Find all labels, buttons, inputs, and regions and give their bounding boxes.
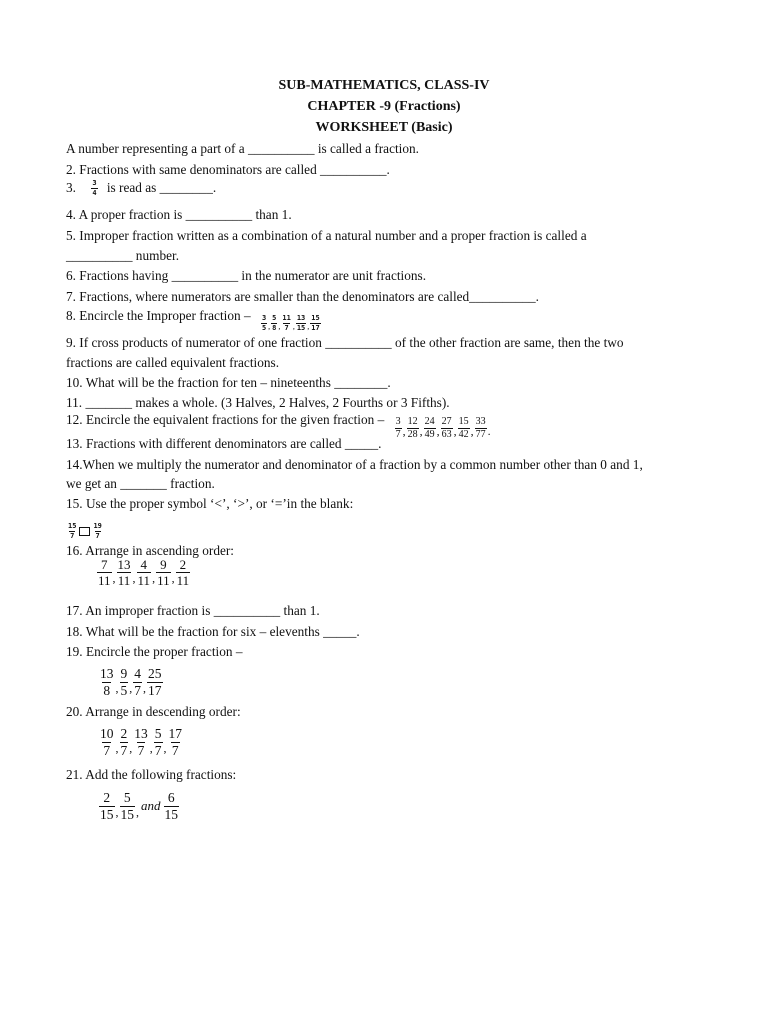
fraction <box>458 417 470 440</box>
denominator: 49 <box>424 429 435 440</box>
question-7: 7. Fractions, where numerators are smaller than the denominators are called__________. <box>66 289 539 304</box>
numerator: 15 <box>458 416 469 427</box>
question-8 <box>66 308 322 332</box>
question-1: A number representing a part of a __________ is called a fraction. <box>66 141 419 156</box>
denominator: 7 <box>95 532 100 540</box>
numerator: 7 <box>101 557 108 572</box>
numerator: 25 <box>148 666 162 681</box>
question-17: 17. An improper fraction is __________ than 1. <box>66 603 320 618</box>
comma: , <box>436 424 440 438</box>
numerator: 4 <box>134 666 141 681</box>
comma: , <box>132 571 136 585</box>
numerator: 13 <box>100 666 114 681</box>
denominator: 7 <box>154 742 162 758</box>
question-16-fractions <box>96 557 191 587</box>
fraction <box>407 417 419 440</box>
denominator: 7 <box>70 532 75 540</box>
period: . <box>487 424 491 438</box>
fraction <box>67 523 77 540</box>
numerator: 15 <box>68 522 77 530</box>
fraction <box>441 417 453 440</box>
numerator: 13 <box>134 726 148 741</box>
comma: , <box>470 424 474 438</box>
question-8-text: 8. Encircle the Improper fraction – <box>66 308 251 323</box>
question-11: 11. _______ makes a whole. (3 Halves, 2 Halves, 2 Fourths or 3 Fifths). <box>66 395 450 410</box>
fraction <box>154 727 163 757</box>
chapter-title: CHAPTER -9 (Fractions) <box>307 99 461 114</box>
question-16: 16. Arrange in ascending order: <box>66 543 235 558</box>
comma: , <box>115 681 119 695</box>
denominator: 11 <box>98 573 111 588</box>
denominator: 7 <box>137 742 145 758</box>
question-15-comparison <box>66 516 104 540</box>
fraction <box>156 558 171 587</box>
fraction <box>99 791 115 821</box>
comma: , <box>136 805 139 819</box>
question-15: 15. Use the proper symbol ‘<’, ‘>’, or ‘=’in the blank: <box>66 496 354 511</box>
fraction <box>395 417 402 440</box>
fraction <box>133 727 149 757</box>
question-4: 4. A proper fraction is __________ than 1. <box>66 207 292 222</box>
comma: , <box>149 741 153 755</box>
denominator: 8 <box>103 682 111 698</box>
fraction <box>164 791 180 821</box>
fraction <box>120 791 136 821</box>
denominator: 42 <box>458 429 469 440</box>
comma: , <box>402 424 406 438</box>
question-14-line-1: 14.When we multiply the numerator and denominator of a fraction by a common number other than 0 and 1, <box>66 457 643 472</box>
numerator: 13 <box>296 314 306 322</box>
comma: , <box>115 805 119 819</box>
question-9-line-2: fractions are called equivalent fractions. <box>66 355 280 370</box>
comma: , <box>115 741 119 755</box>
fraction <box>133 667 142 697</box>
denominator: 15 <box>164 806 178 822</box>
comma: , <box>129 741 133 755</box>
subject-title: SUB-MATHEMATICS, CLASS-IV <box>278 78 490 93</box>
denominator: 11 <box>137 573 151 588</box>
denominator: 17 <box>311 324 320 332</box>
denominator: 7 <box>395 429 401 440</box>
comma: , <box>278 322 281 331</box>
fraction <box>137 558 152 587</box>
denominator: 7 <box>171 742 179 758</box>
numerator: 13 <box>117 557 131 572</box>
fraction-list <box>260 315 322 332</box>
denominator: 7 <box>120 742 128 758</box>
numerator: 3 <box>261 314 267 322</box>
numerator: 12 <box>407 416 418 427</box>
comma: , <box>292 322 295 331</box>
fraction <box>475 417 487 440</box>
question-20-fractions <box>98 726 184 757</box>
question-20: 20. Arrange in descending order: <box>66 704 241 719</box>
question-21-fractions <box>98 790 180 821</box>
fraction <box>281 315 291 332</box>
denominator: 17 <box>148 682 162 698</box>
fraction <box>99 667 115 697</box>
fraction <box>176 558 191 587</box>
question-6: 6. Fractions having __________ in the numerator are unit fractions. <box>66 268 427 283</box>
numerator: 11 <box>282 314 291 322</box>
question-2: 2. Fractions with same denominators are called __________. <box>66 162 390 177</box>
fraction-list <box>96 558 191 587</box>
fraction-list <box>98 727 184 757</box>
denominator: 5 <box>261 324 267 332</box>
numerator: 27 <box>441 416 452 427</box>
numerator: 3 <box>92 179 97 188</box>
fraction <box>99 727 115 757</box>
worksheet-title: WORKSHEET (Basic) <box>315 120 453 135</box>
fraction-list <box>98 791 180 821</box>
comma: , <box>171 571 175 585</box>
fraction <box>261 315 267 332</box>
comma: , <box>112 571 116 585</box>
denominator: 11 <box>117 573 131 588</box>
question-18: 18. What will be the fraction for six – elevenths _____. <box>66 624 360 639</box>
blank-box <box>79 527 90 536</box>
numerator: 24 <box>424 416 435 427</box>
numerator: 5 <box>123 790 131 805</box>
fraction <box>97 558 112 587</box>
numerator: 5 <box>272 314 277 322</box>
denominator: 8 <box>272 324 277 332</box>
numerator: 2 <box>103 790 111 805</box>
question-19: 19. Encircle the proper fraction – <box>66 644 243 659</box>
numerator: 6 <box>167 790 175 805</box>
question-5-line-2: __________ number. <box>66 248 180 263</box>
fraction <box>271 315 277 332</box>
comma: , <box>163 741 167 755</box>
question-3-number: 3. <box>66 180 76 195</box>
and-word: and <box>141 798 161 813</box>
fraction <box>310 315 320 332</box>
fraction-list <box>98 667 164 697</box>
denominator: 11 <box>157 573 170 588</box>
denominator: 63 <box>441 429 452 440</box>
numerator: 15 <box>311 314 320 322</box>
denominator: 5 <box>120 682 128 698</box>
comma: , <box>307 322 310 331</box>
fraction <box>92 523 102 540</box>
fraction <box>168 727 184 757</box>
numerator: 2 <box>120 726 128 741</box>
fraction <box>120 727 129 757</box>
comparison <box>66 523 104 540</box>
question-19-fractions <box>98 666 164 697</box>
denominator: 7 <box>284 324 289 332</box>
numerator: 10 <box>100 726 114 741</box>
denominator: 11 <box>176 573 190 588</box>
denominator: 15 <box>100 806 114 822</box>
fraction <box>424 417 436 440</box>
fraction-list <box>394 417 491 440</box>
question-10: 10. What will be the fraction for ten – nineteenths ________. <box>66 375 391 390</box>
question-21: 21. Add the following fractions: <box>66 767 237 782</box>
question-9-line-1: 9. If cross products of numerator of one fraction __________ of the other fraction are same, then the two <box>66 335 624 350</box>
fraction <box>120 667 129 697</box>
denominator: 15 <box>296 324 306 332</box>
denominator: 77 <box>475 429 486 440</box>
fraction <box>91 180 97 197</box>
denominator: 7 <box>103 742 111 758</box>
question-5-line-1: 5. Improper fraction written as a combination of a natural number and a proper fraction is called a <box>66 228 587 243</box>
numerator: 17 <box>168 726 182 741</box>
question-3-text: is read as ________. <box>106 180 217 195</box>
question-14-line-2: we get an _______ fraction. <box>66 476 215 491</box>
denominator: 4 <box>92 189 97 198</box>
numerator: 5 <box>154 726 162 741</box>
comma: , <box>419 424 423 438</box>
fraction <box>147 667 163 697</box>
numerator: 3 <box>395 416 401 427</box>
comma: , <box>453 424 457 438</box>
comma: , <box>152 571 156 585</box>
numerator: 9 <box>120 666 128 681</box>
fraction <box>117 558 132 587</box>
numerator: 4 <box>140 557 148 572</box>
comma: , <box>129 681 133 695</box>
question-12-text: 12. Encircle the equivalent fractions for the given fraction – <box>66 412 385 427</box>
denominator: 28 <box>407 429 418 440</box>
numerator: 2 <box>179 557 187 572</box>
comma: , <box>143 681 146 695</box>
numerator: 19 <box>93 522 102 530</box>
question-3 <box>66 180 216 197</box>
fraction <box>296 315 306 332</box>
question-13: 13. Fractions with different denominators are called _____. <box>66 436 382 451</box>
denominator: 7 <box>134 682 141 698</box>
numerator: 9 <box>160 557 167 572</box>
denominator: 15 <box>120 806 134 822</box>
numerator: 33 <box>475 416 486 427</box>
comma: , <box>268 322 271 331</box>
